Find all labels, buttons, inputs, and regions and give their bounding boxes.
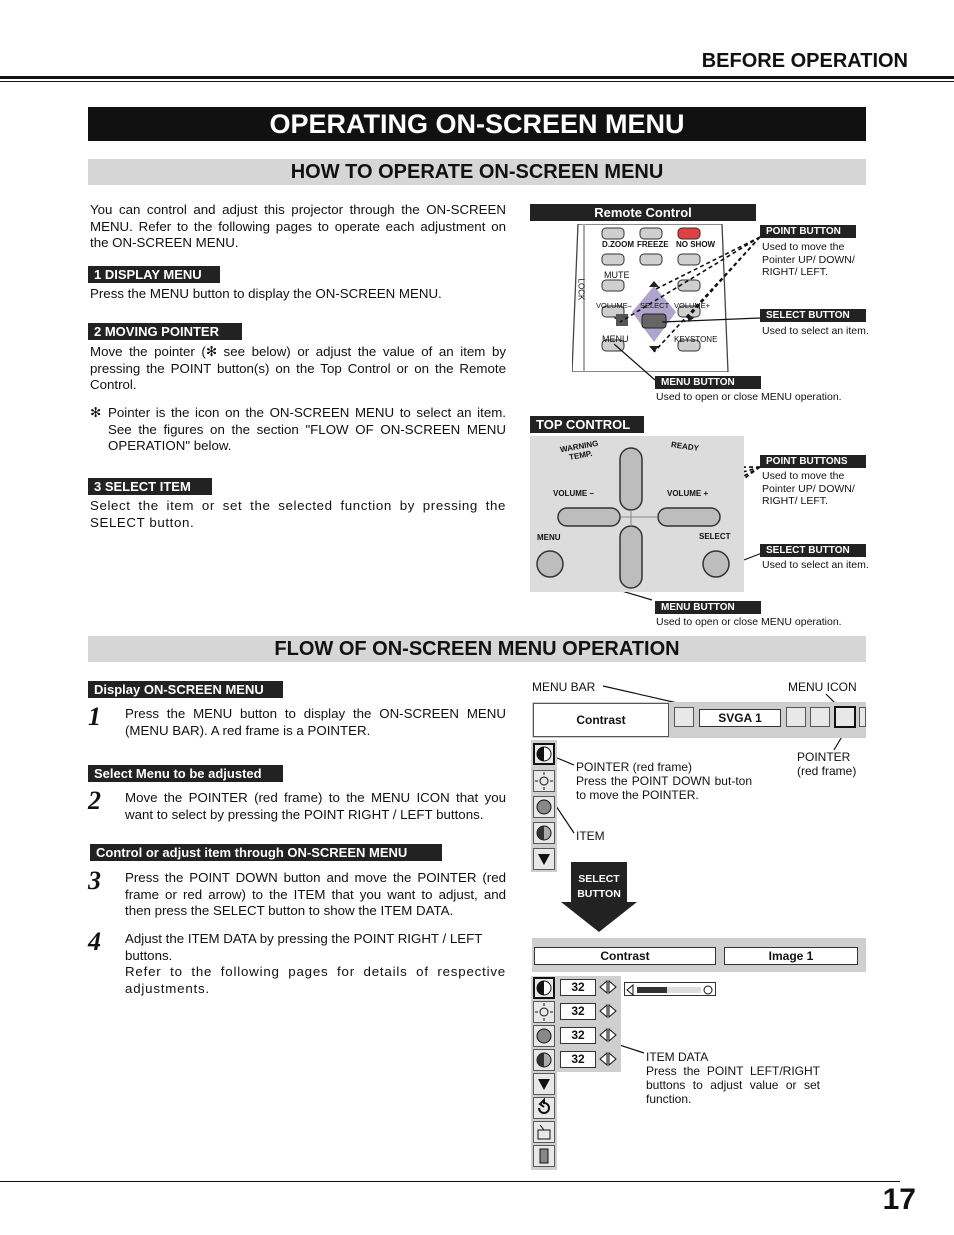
- flow-step1-number: 1: [88, 702, 101, 731]
- remote-btn-noshow: NO SHOW: [676, 240, 716, 249]
- page-number: 17: [882, 1183, 916, 1216]
- flow-step1-tag: Display ON-SCREEN MENU: [88, 681, 283, 698]
- color-icon-2: [533, 1025, 555, 1047]
- item-label: ITEM: [576, 829, 605, 843]
- step3-text: Select the item or set the selected function by pressing the SELECT button.: [90, 498, 506, 530]
- tint-icon: [533, 822, 555, 844]
- image-adjust-icon[interactable]: [834, 706, 856, 728]
- step1-text: Press the MENU button to display the ON-SCREEN MENU.: [90, 286, 442, 301]
- select-button-label-1: SELECT: [578, 873, 620, 885]
- remote-btn-select: SELECT: [640, 301, 670, 310]
- color-icon: [533, 796, 555, 818]
- menu-bar-2-source: Image 1: [724, 947, 858, 965]
- step1-tag: 1 DISPLAY MENU: [88, 266, 220, 283]
- pointer-right-label-1: POINTER: [797, 750, 851, 764]
- setting-icon: [859, 707, 866, 727]
- brightness-icon: [533, 770, 555, 792]
- item-data-text: Press the POINT LEFT/RIGHT buttons to adjust value or set function.: [646, 1064, 820, 1106]
- remote-btn-mute: MUTE: [604, 270, 630, 280]
- arrow-down-icon: [533, 848, 555, 870]
- quit-icon: [533, 1145, 555, 1167]
- level-slider[interactable]: [624, 982, 716, 996]
- brightness-icon-2: [533, 1001, 555, 1023]
- flow-heading: FLOW OF ON-SCREEN MENU OPERATION: [88, 636, 866, 662]
- top-menu-label: MENU: [537, 533, 561, 542]
- remote-menu-tag: MENU BUTTON: [655, 376, 761, 389]
- remote-select-tag: SELECT BUTTON: [760, 309, 866, 322]
- page-title: OPERATING ON-SCREEN MENU: [88, 107, 866, 141]
- flow-step4-number: 4: [88, 927, 101, 956]
- remote-btn-freeze: FREEZE: [637, 240, 669, 249]
- menu-icon-label: MENU ICON: [788, 680, 857, 694]
- pointer-left-label-2: Press the POINT DOWN but-ton to move the POINTER.: [576, 774, 752, 802]
- adjust-arrows-icon[interactable]: [598, 1051, 618, 1073]
- adjust-arrows-icon[interactable]: [598, 1027, 618, 1049]
- tint-icon-2: [533, 1049, 555, 1071]
- step2-tag: 2 MOVING POINTER: [88, 323, 242, 340]
- flow-step3-number: 3: [88, 866, 101, 895]
- remote-menu-text: Used to open or close MENU operation.: [656, 391, 842, 403]
- flow-step2-text: Move the POINTER (red frame) to the MENU ICON that you want to select by pressing the POINT RIGHT / LEFT buttons.: [125, 790, 506, 822]
- remote-point-text: Used to move the Pointer UP/ DOWN/ RIGHT/ LEFT.: [762, 241, 855, 278]
- flow-step3-text: Press the POINT DOWN button and move the POINTER (red frame or red arrow) to the ITEM that you want to adjust, and then press the SELECT button to show the ITEM DATA.: [125, 870, 506, 918]
- top-select-tag: SELECT BUTTON: [760, 544, 866, 557]
- adjust-arrows-icon[interactable]: [598, 979, 618, 1001]
- step2-text: Move the pointer (✻ see below) or adjust the value of an item by pressing the POINT button(s) on the Top Control or on the Remote Control.: [90, 344, 506, 392]
- arrow-down-icon-2: [533, 1073, 555, 1095]
- menu-bar-label: MENU BAR: [532, 680, 596, 694]
- top-volume-plus-label: VOLUME +: [667, 489, 709, 498]
- footer-rule: [0, 1181, 900, 1182]
- intro-text: You can control and adjust this projector through the ON-SCREEN MENU. Refer to the following pages to operate each adjustment on the ON-SCREEN MENU.: [90, 202, 506, 250]
- item-data-label: ITEM DATA: [646, 1050, 709, 1064]
- flow-step4-text2: Refer to the following pages for details of respective adjustments.: [125, 964, 506, 996]
- input-icon: [674, 707, 694, 727]
- remote-btn-dzoom: D.ZOOM: [602, 240, 634, 249]
- contrast-icon-2[interactable]: [533, 977, 555, 999]
- remote-btn-keystone: KEYSTONE: [674, 335, 718, 344]
- reset-icon: [533, 1097, 555, 1119]
- section-header: BEFORE OPERATION: [701, 50, 908, 72]
- computer-icon: [786, 707, 806, 727]
- menu-bar-name: Contrast: [533, 703, 669, 737]
- step3-tag: 3 SELECT ITEM: [88, 478, 212, 495]
- asterisk-icon: ✻: [90, 405, 102, 420]
- flow-step2-tag: Select Menu to be adjusted: [88, 765, 283, 782]
- value-box: 32: [560, 1051, 596, 1068]
- store-icon: [533, 1121, 555, 1143]
- top-menu-tag: MENU BUTTON: [655, 601, 761, 614]
- flow-step1-text: Press the MENU button to display the ON-SCREEN MENU (MENU BAR). A red frame is a POINTER.: [125, 706, 506, 738]
- remote-label: Remote Control: [530, 204, 756, 221]
- value-box: 32: [560, 979, 596, 996]
- ready-label: READY: [670, 440, 700, 453]
- select-button-label-2: BUTTON: [577, 888, 621, 900]
- top-point-tag: POINT BUTTONS: [760, 455, 866, 468]
- top-select-label: SELECT: [699, 532, 731, 541]
- flow-step3-tag: Control or adjust item through ON-SCREEN MENU: [90, 844, 442, 861]
- how-to-heading: HOW TO OPERATE ON-SCREEN MENU: [88, 159, 866, 185]
- top-control-label: TOP CONTROL: [530, 416, 644, 433]
- flow-step4-text: Adjust the ITEM DATA by pressing the POINT RIGHT / LEFT buttons.: [125, 931, 483, 963]
- screen-icon: [810, 707, 830, 727]
- remote-select-text: Used to select an item.: [762, 325, 869, 337]
- remote-btn-menu: MENU: [602, 334, 629, 344]
- menu-bar-source: SVGA 1: [699, 709, 781, 727]
- remote-btn-volume-plus: VOLUME+: [674, 301, 711, 310]
- top-select-text: Used to select an item.: [762, 559, 869, 571]
- contrast-icon[interactable]: [533, 743, 555, 765]
- pointer-left-label-1: POINTER (red frame): [576, 760, 693, 774]
- remote-lock-label: LOCK: [576, 278, 586, 301]
- warning-label: WARNING TEMP.: [559, 438, 600, 462]
- top-point-text: Used to move the Pointer UP/ DOWN/ RIGHT/ LEFT.: [762, 470, 855, 507]
- top-menu-text: Used to open or close MENU operation.: [656, 616, 842, 628]
- adjust-arrows-icon[interactable]: [598, 1003, 618, 1025]
- pointer-right-label-2: (red frame): [797, 764, 857, 778]
- value-box: 32: [560, 1027, 596, 1044]
- value-box: 32: [560, 1003, 596, 1020]
- top-volume-minus-label: VOLUME –: [553, 489, 594, 498]
- menu-bar-2-name: Contrast: [534, 947, 716, 965]
- remote-btn-volume-minus: VOLUME–: [596, 301, 632, 310]
- remote-point-tag: POINT BUTTON: [760, 225, 856, 238]
- pointer-note: Pointer is the icon on the ON-SCREEN MENU to select an item. See the figures on the section "FLOW OF ON-SCREEN MENU OPERATION" below.: [108, 405, 506, 453]
- flow-step2-number: 2: [88, 786, 101, 815]
